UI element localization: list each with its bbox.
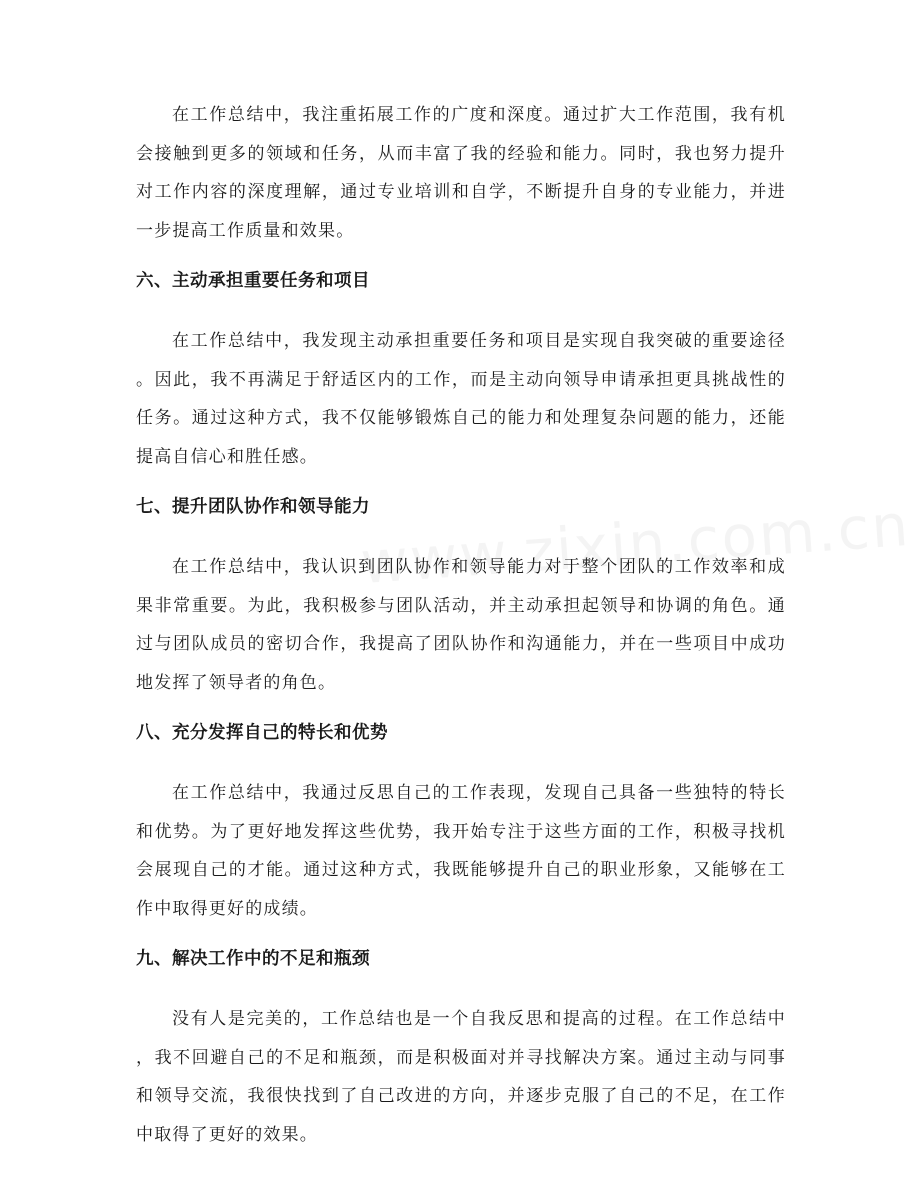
section-heading-7: 七、提升团队协作和领导能力	[136, 497, 370, 517]
section-body-6: 在工作总结中，我发现主动承担重要任务和项目是实现自我突破的重要途径。因此，我不再满足于舒适区内的工作，而是主动向领导申请承担更具挑战性的任务。通过这种方式，我不仅能够锻炼自己的能力和处理复杂问题的能力，还能提高自信心和胜任感。	[136, 331, 786, 467]
intro-paragraph: 在工作总结中，我注重拓展工作的广度和深度。通过扩大工作范围，我有机会接触到更多的领域和任务，从而丰富了我的经验和能力。同时，我也努力提升对工作内容的深度理解，通过专业培训和自学，不断提升自身的专业能力，并进一步提高工作质量和效果。	[136, 105, 786, 241]
section-heading-8: 八、充分发挥自己的特长和优势	[136, 723, 388, 743]
section-body-8: 在工作总结中，我通过反思自己的工作表现，发现自己具备一些独特的特长和优势。为了更好地发挥这些优势，我开始专注于这些方面的工作，积极寻找机会展现自己的才能。通过这种方式，我既能够提升自己的职业形象，又能够在工作中取得更好的成绩。	[136, 783, 786, 919]
section-body-7: 在工作总结中，我认识到团队协作和领导能力对于整个团队的工作效率和成果非常重要。为此，我积极参与团队活动，并主动承担起领导和协调的角色。通过与团队成员的密切合作，我提高了团队协作和沟通能力，并在一些项目中成功地发挥了领导者的角色。	[136, 557, 786, 693]
section-heading-9: 九、解决工作中的不足和瓶颈	[136, 949, 370, 969]
section-body-9: 没有人是完美的，工作总结也是一个自我反思和提高的过程。在工作总结中，我不回避自己的不足和瓶颈，而是积极面对并寻找解决方案。通过主动与同事和领导交流，我很快找到了自己改进的方向，并逐步克服了自己的不足，在工作中取得了更好的效果。	[136, 1009, 786, 1145]
section-heading-6: 六、主动承担重要任务和项目	[136, 271, 370, 291]
document-page	[136, 96, 786, 1154]
